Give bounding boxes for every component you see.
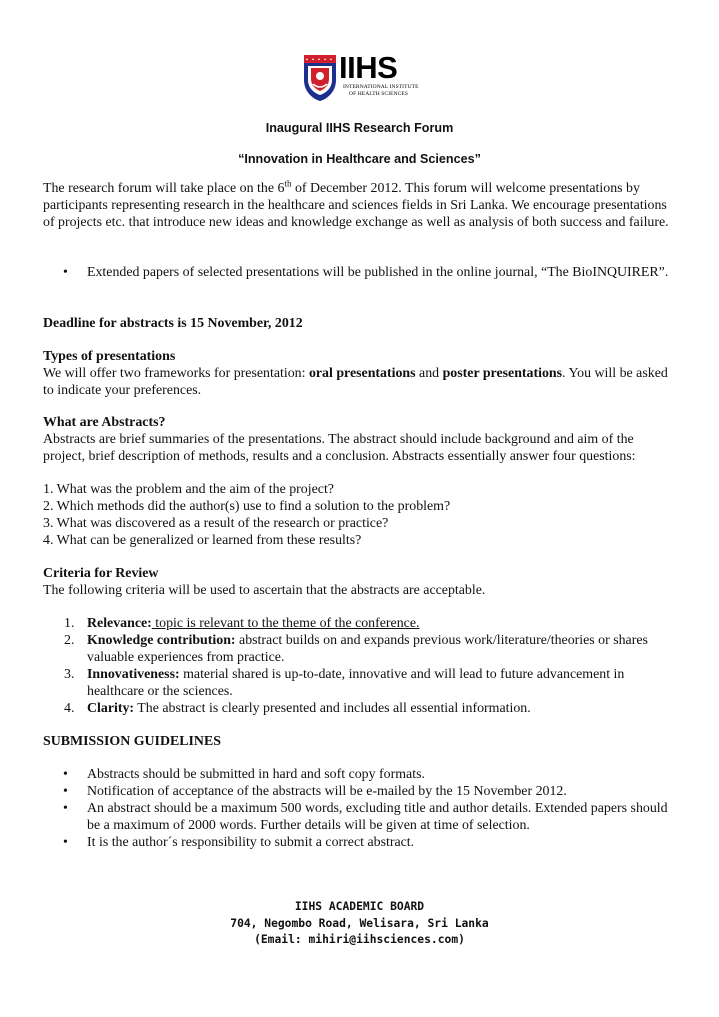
bullet-dot-icon: • xyxy=(63,265,68,280)
logo-subtitle-line2: OF HEALTH SCIENCES xyxy=(349,90,409,97)
intro-text-part1: The research forum will take place on the 6 xyxy=(43,181,285,196)
submission-bullet-text: An abstract should be a maximum 500 words, excluding title and author details. Extended papers should be a maximum of 2000 words. Further details will be given at time of selection. xyxy=(87,800,668,833)
submission-bullet-text: It is the author´s responsibility to submit a correct abstract. xyxy=(87,834,415,850)
criteria-text: topic is relevant to the theme of the conference. xyxy=(151,616,420,631)
question-1: 1. What was the problem and the aim of the project? xyxy=(43,482,334,497)
criteria-list xyxy=(43,616,675,717)
criteria-label: Relevance: xyxy=(87,616,152,631)
criteria-label: Clarity: xyxy=(87,700,135,716)
intro-superscript: th xyxy=(284,178,292,189)
list-item xyxy=(43,835,675,852)
submission-bullet-text: Abstracts should be submitted in hard and soft copy formats. xyxy=(87,767,425,782)
abstract-questions xyxy=(43,482,675,550)
shield-emblem-icon xyxy=(303,54,337,102)
bullet-dot-icon: • xyxy=(63,800,68,816)
logo-wordmark: IIHS xyxy=(339,50,398,85)
criteria-item xyxy=(43,667,675,701)
intro-paragraph xyxy=(43,178,675,232)
criteria-label: Innovativeness: xyxy=(87,666,180,682)
abstracts-heading: What are Abstracts? xyxy=(43,415,166,430)
submission-bullet-text: Notification of acceptance of the abstracts will be e-mailed by the 15 November 2012. xyxy=(87,783,567,799)
bullet-dot-icon: • xyxy=(63,834,68,850)
forum-title: Inaugural IIHS Research Forum xyxy=(265,121,454,135)
criteria-number: 4. xyxy=(64,700,75,716)
types-and: and xyxy=(415,366,443,381)
types-text-b: . You will be asked to indicate your preferences. xyxy=(43,366,668,398)
criteria-heading: Criteria for Review xyxy=(43,566,159,581)
footer-email: (Email: mihiri@iihsciences.com) xyxy=(254,933,465,946)
abstracts-paragraph: Abstracts are brief summaries of the presentations. The abstract should include background and aim of the project, brief description of methods, results and a conclusion. Abstracts essentially answer four questions: xyxy=(43,432,636,464)
list-item xyxy=(43,801,675,835)
criteria-intro: The following criteria will be used to ascertain that the abstracts are acceptable. xyxy=(43,583,486,598)
criteria-text: The abstract is clearly presented and includes all essential information. xyxy=(134,700,531,716)
question-4: 4. What can be generalized or learned from these results? xyxy=(43,532,362,548)
criteria-number: 2. xyxy=(64,632,75,648)
iihs-logo xyxy=(303,50,421,104)
criteria-item xyxy=(43,633,675,667)
list-item xyxy=(43,265,675,282)
oral-presentations-label: oral presentations xyxy=(308,366,416,381)
criteria-item xyxy=(43,701,675,718)
list-item xyxy=(43,784,675,801)
forum-subtitle: “Innovation in Healthcare and Sciences” xyxy=(238,152,481,166)
footer-block xyxy=(0,899,719,949)
publication-bullet-text: Extended papers of selected presentations will be published in the online journal, “The BioINQUIRER”. xyxy=(87,265,669,280)
question-3: 3. What was discovered as a result of the research or practice? xyxy=(43,515,389,531)
list-item xyxy=(43,767,675,784)
question-2: 2. Which methods did the author(s) use to find a solution to the problem? xyxy=(43,498,451,514)
footer-board-name: IIHS ACADEMIC BOARD xyxy=(294,900,425,913)
logo-subtitle-line1: INTERNATIONAL INSTITUTE xyxy=(343,84,419,90)
criteria-item xyxy=(43,616,675,633)
types-heading: Types of presentations xyxy=(43,349,176,364)
logo-subtitle xyxy=(343,84,419,97)
deadline-text: Deadline for abstracts is 15 November, 2012 xyxy=(43,316,303,331)
types-paragraph xyxy=(43,366,675,400)
poster-presentations-label: poster presentations xyxy=(442,366,563,381)
criteria-label: Knowledge contribution: xyxy=(87,632,236,648)
footer-address: 704, Negombo Road, Welisara, Sri Lanka xyxy=(230,916,489,930)
publication-bullet-list xyxy=(43,265,675,282)
bullet-dot-icon: • xyxy=(63,767,68,782)
types-text-a: We will offer two frameworks for presentation: xyxy=(43,366,309,381)
criteria-number: 3. xyxy=(64,666,75,682)
intro-text-part2: of December 2012. This forum will welcome presentations by participants representing research in the healthcare and sciences fields in Sri Lanka. We encourage presentations of projects etc. that introduce new ideas and knowledge exchange as well as analysis of both success and failure. xyxy=(43,181,669,230)
submission-heading: SUBMISSION GUIDELINES xyxy=(43,734,221,749)
criteria-text: abstract builds on and expands previous work/literature/theories or shares valuable experiences from practice. xyxy=(87,632,648,665)
criteria-number: 1. xyxy=(64,616,75,631)
criteria-text: material shared is up-to-date, innovative and will lead to future advancement in healthcare or the sciences. xyxy=(87,666,625,699)
bullet-dot-icon: • xyxy=(63,783,68,799)
submission-bullet-list xyxy=(43,767,675,852)
